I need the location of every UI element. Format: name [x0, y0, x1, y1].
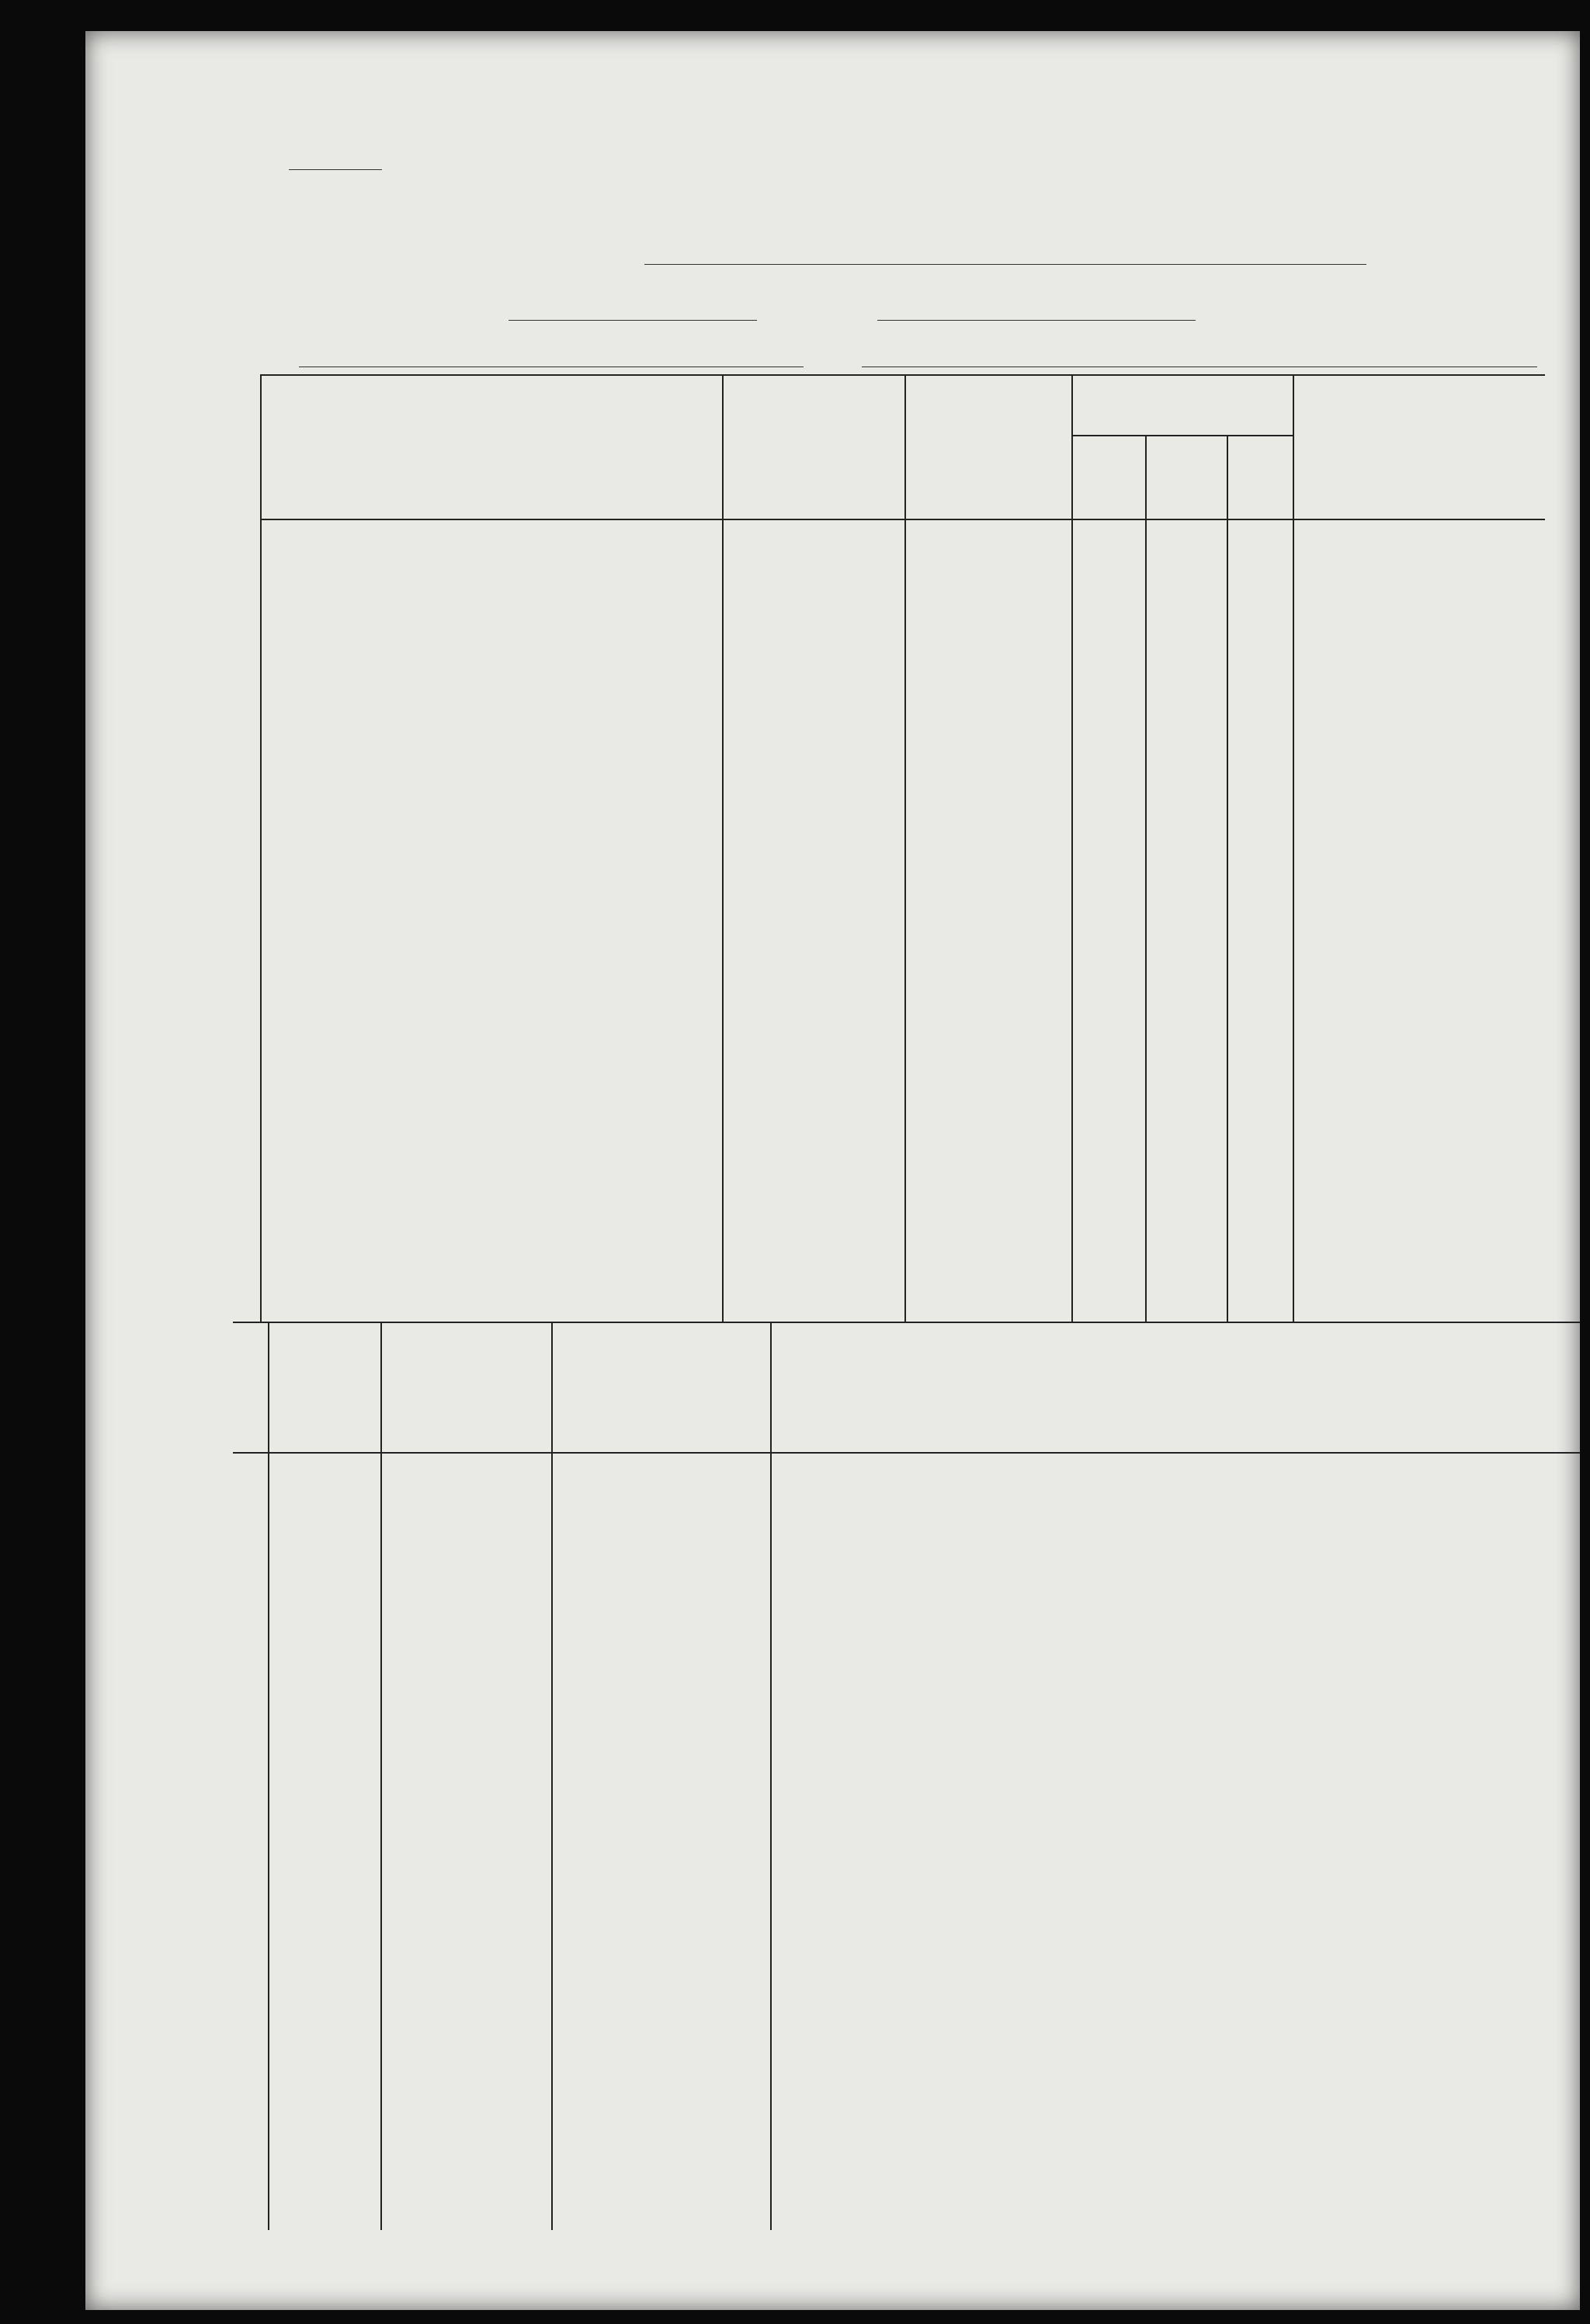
- col-border: [380, 1322, 382, 2230]
- col-border: [770, 1322, 772, 2230]
- col-border: [722, 374, 724, 1322]
- col-border: [1293, 374, 1294, 1322]
- col-border: [1071, 374, 1073, 1322]
- col-border: [1145, 435, 1147, 1322]
- bottom-table-header-bottom: [233, 1452, 1580, 1454]
- to-line: [862, 366, 1537, 367]
- from-line: [299, 366, 804, 367]
- ship-line: [644, 264, 1366, 265]
- month-line: [877, 320, 1196, 321]
- top-table-border: [260, 374, 1545, 376]
- col-border: [268, 1322, 269, 2230]
- date-subheader-line: [1071, 435, 1293, 436]
- ending-day-line: [509, 320, 757, 321]
- col-border: [551, 1322, 553, 2230]
- col-border: [1227, 435, 1228, 1322]
- col-border: [904, 374, 906, 1322]
- bottom-table-border: [233, 1322, 1580, 1323]
- report-of-changes-form: [85, 31, 1580, 2310]
- page-number-line: [289, 169, 382, 170]
- top-table-header-bottom: [260, 519, 1545, 520]
- col-border: [260, 374, 262, 1322]
